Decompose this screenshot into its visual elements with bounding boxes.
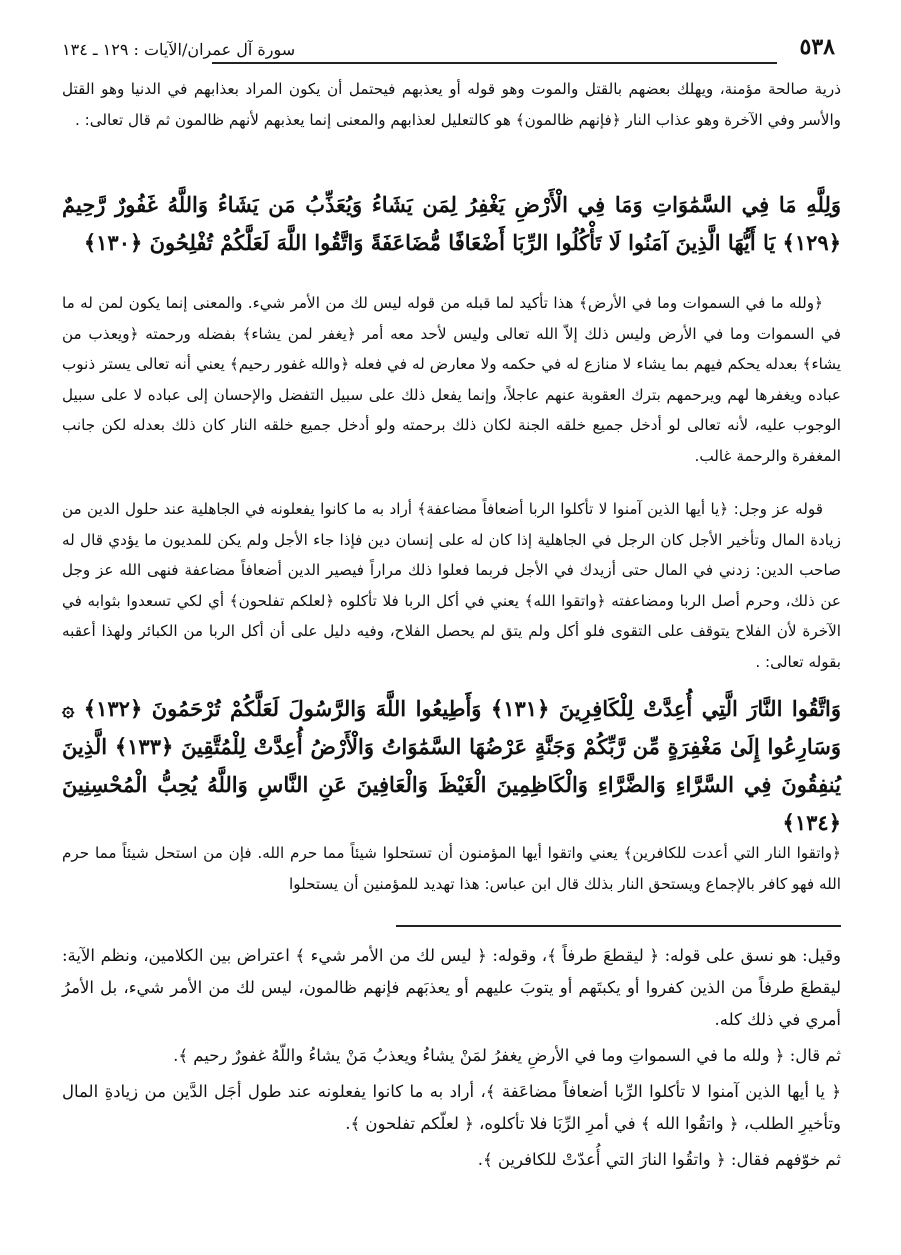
quran-text: وَلِلَّهِ مَا فِي السَّمَٰوَاتِ وَمَا فِي الْأَرْضِ يَغْفِرُ لِمَن يَشَاءُ وَيُعَذِّبُ مَن يَشَاءُ وَاللَّهُ غَفُورٌ رَّحِيمٌ ﴿١٢٩﴾ يَا أَيُّهَا الَّذِينَ آمَنُوا لَا تَأْكُلُوا الرِّبَا أَضْعَافًا مُّضَاعَفَةً وَاتَّقُوا اللَّهَ لَعَلَّكُمْ تُفْلِحُونَ ﴿١٣٠﴾ — [62, 192, 841, 255]
quran-verses-129-130 — [62, 186, 841, 262]
page-number: ٥٣٨ — [799, 34, 835, 60]
footnote-text: ثم قال: ﴿ ولله ما في السمواتِ وما في الأرضِ يغفرُ لمَنْ يشاءُ ويعذبُ مَنْ يشاءُ واللّهُ غفورٌ رحيم ﴾. — [173, 1046, 841, 1065]
commentary-text: ﴿ولله ما في السموات وما في الأرض﴾ هذا تأكيد لما قبله من قوله ليس لك من الأمر شيء. والمعنى إنما يكون لمن له ما في السموات وما في الأرض وليس ذلك إلاّ الله تعالى وليس لأحد معه أمر ﴿يغفر لمن يشاء﴾ بفضله ورحمته ﴿ويعذب من يشاء﴾ بعدله يحكم فيهم بما يشاء لا منازع له في حكمه ولا معارض له في فعله ﴿والله غفور رحيم﴾ يعني أنه تعالى يستر ذنوب عباده ويغفرها لهم ويرحمهم بترك العقوبة عنهم عاجلاً، وإنما يفعل ذلك على سبيل التفضل والإحسان إلى عباده لا على سبيل الوجوب عليه، لأنه تعالى لو أدخل جميع خلقه الجنة لكان ذلك برحمته ولو أدخل جميع خلقه النار كان ذلك بعدله لكن جانب المغفرة والرحمة غالب. — [62, 294, 841, 465]
commentary-paragraph — [62, 288, 841, 471]
header-rule — [212, 62, 777, 64]
commentary-paragraph — [62, 74, 841, 135]
commentary-paragraph — [62, 494, 841, 677]
surah-title: سورة آل عمران/الآيات : ١٢٩ ـ ١٣٤ — [62, 40, 296, 59]
commentary-text: ﴿واتقوا النار التي أعدت للكافرين﴾ يعني واتقوا أيها المؤمنون أن تستحلوا شيئاً مما حرم الله. فإن من استحل شيئاً مما حرم الله فهو كافر بالإجماع ويستحق النار بذلك قال ابن عباس: هذا تهديد للمؤمنين أن يستحلوا — [62, 844, 841, 893]
quran-verses-131-134 — [62, 690, 841, 842]
footnote-section — [62, 940, 841, 1176]
commentary-text: ذرية صالحة مؤمنة، ويهلك بعضهم بالقتل والموت وهو قوله أو يعذبهم فيحتمل أن يكون المراد بعذابهم في الدنيا وهو القتل والأسر وفي الآخرة وهو عذاب النار ﴿فإنهم ظالمون﴾ هو كالتعليل لعذابهم والمعنى إنما يعذبهم لأنهم ظالمون ثم قال تعالى: . — [62, 80, 841, 129]
footnote-divider — [396, 925, 841, 927]
page-header — [62, 28, 841, 64]
footnote-text: ﴿ يا أيها الذين آمنوا لا تأكلوا الرِّبا أضعافاً مضاعَفة ﴾، أراد به ما كانوا يفعلونه عند طول أجَل الدَّين من زيادةِ المال وتأخيرِ الطلب، ﴿ واتقُوا الله ﴾ في أمرِ الرِّبَا فلا تأكلوه، ﴿ لعلّكم تفلحون ﴾. — [62, 1082, 841, 1133]
footnote-text: وقيل: هو نسق على قوله: ﴿ ليقطعَ طرفاً ﴾، وقوله: ﴿ ليس لك من الأمر شيء ﴾ اعتراض بين الكلامين، ونظم الآية: ليقطعَ طرفاً من الذين كفروا أو يكبتَهم أو يتوبَ عليهم أو يعذبَهم فإنهم ظالمون، ليس لك من الأمر شيء، بل الأمرُ أمري في ذلك كله. — [62, 946, 841, 1029]
quran-text: وَاتَّقُوا النَّارَ الَّتِي أُعِدَّتْ لِلْكَافِرِينَ ﴿١٣١﴾ وَأَطِيعُوا اللَّهَ وَالرَّسُولَ لَعَلَّكُمْ تُرْحَمُونَ ﴿١٣٢﴾ ۞ وَسَارِعُوا إِلَىٰ مَغْفِرَةٍ مِّن رَّبِّكُمْ وَجَنَّةٍ عَرْضُهَا السَّمَٰوَاتُ وَالْأَرْضُ أُعِدَّتْ لِلْمُتَّقِينَ ﴿١٣٣﴾ الَّذِينَ يُنفِقُونَ فِي السَّرَّاءِ وَالضَّرَّاءِ وَالْكَاظِمِينَ الْغَيْظَ وَالْعَافِينَ عَنِ النَّاسِ وَاللَّهُ يُحِبُّ الْمُحْسِنِينَ ﴿١٣٤﴾ — [62, 696, 841, 835]
footnote-text: ثم خوّفهم فقال: ﴿ واتقُوا النارَ التي أُعدّتْ للكافرين ﴾. — [477, 1150, 841, 1169]
commentary-paragraph — [62, 838, 841, 899]
commentary-text: قوله عز وجل: ﴿يا أيها الذين آمنوا لا تأكلوا الربا أضعافاً مضاعفة﴾ أراد به ما كانوا يفعلونه في الجاهلية عند حلول الدين من زيادة المال وتأخير الأجل كان الرجل في الجاهلية إذا كان له على إنسان دين فإذا جاء الأجل ولم يكن للمديون ما يؤدي قال له صاحب الدين: زدني في المال حتى أزيدك في الأجل فربما فعلوا ذلك مراراً فيصير الدين أضعافاً مضاعفة فنهى الله عز وجل عن ذلك، وحرم أصل الربا ومضاعفته ﴿واتقوا الله﴾ يعني في أكل الربا فلا تأكلوه ﴿لعلكم تفلحون﴾ أي لكي تسعدوا بثوابه في الآخرة لأن الفلاح يتوقف على التقوى فلو أكل ولم يتق لم يحصل الفلاح، وفيه دليل على أن أكل الربا من الكبائر ولهذا أعقبه بقوله تعالى: . — [62, 500, 841, 671]
